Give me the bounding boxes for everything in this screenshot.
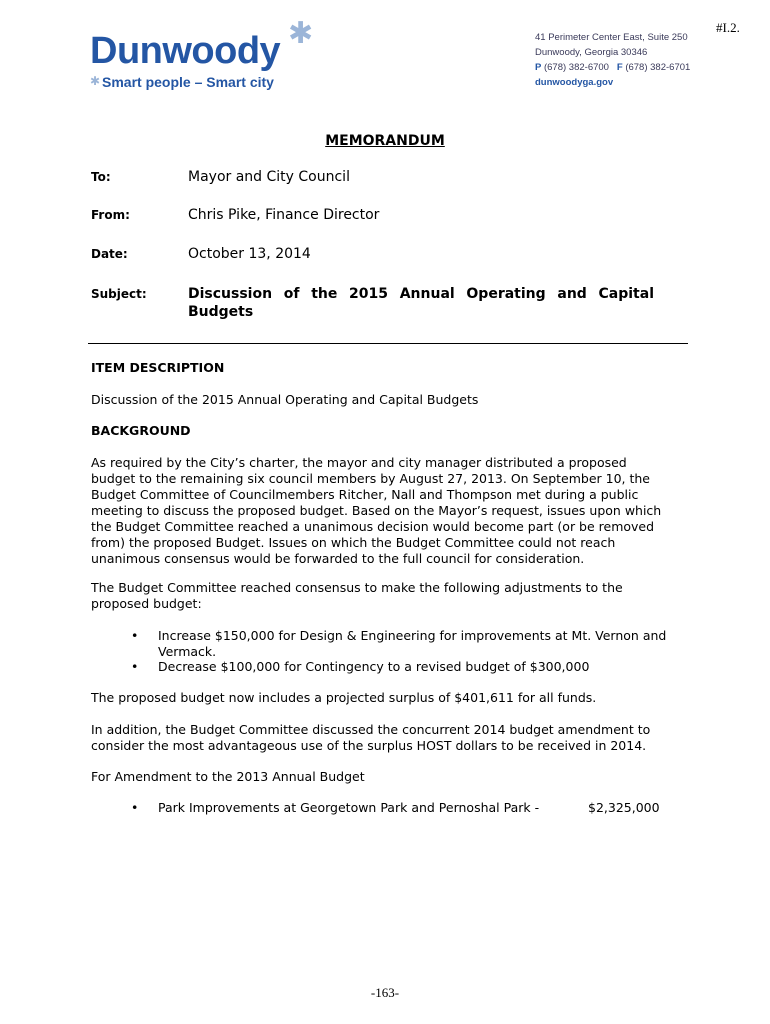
paragraph-line: budget to the remaining six council members by August 27, 2013. On September 10, the [91, 471, 650, 486]
adjustment-line: Vermack. [158, 644, 217, 659]
adjustment-item: Decrease $100,000 for Contingency to a revised budget of $300,000 [158, 659, 590, 674]
website-link[interactable]: dunwoodyga.gov [535, 77, 614, 88]
amendment-amount: $2,325,000 [588, 800, 660, 815]
date-label: Date: [91, 247, 128, 261]
phone-number: (678) 382-6700 [543, 62, 609, 73]
consensus-paragraph [91, 580, 691, 612]
item-description-text: Discussion of the 2015 Annual Operating and Capital Budgets [91, 392, 479, 407]
memo-title: MEMORANDUM [325, 133, 445, 149]
item-description-heading: ITEM DESCRIPTION [91, 360, 225, 375]
city-address-block [535, 30, 690, 90]
asterisk-icon: ✱ [288, 16, 314, 51]
address-line-2: Dunwoody, Georgia 30346 [535, 47, 648, 58]
paragraph-line: In addition, the Budget Committee discussed the concurrent 2014 budget amendment to [91, 722, 651, 737]
from-label: From: [91, 208, 130, 222]
amendment-item: Park Improvements at Georgetown Park and Pernoshal Park - [158, 800, 540, 815]
paragraph-line: meeting to discuss the proposed budget. Based on the Mayor’s request, issues upon which [91, 503, 662, 518]
fax-label: F [616, 62, 623, 73]
bullet-icon: • [131, 659, 139, 674]
background-paragraph [91, 455, 691, 567]
adjustment-line: Increase $150,000 for Design & Engineering for improvements at Mt. Vernon and [158, 628, 667, 643]
paragraph-line: from) the proposed Budget. Issues on which the Budget Committee could not reach [91, 535, 616, 550]
surplus-paragraph: The proposed budget now includes a projected surplus of $401,611 for all funds. [91, 690, 597, 705]
phone-fax-line [535, 60, 690, 75]
dunwoody-logo [90, 16, 330, 95]
page-number: -163- [370, 985, 400, 1000]
adjustment-item [158, 628, 688, 660]
address-line-1: 41 Perimeter Center East, Suite 250 [535, 32, 688, 43]
asterisk-small-icon: ✱ [90, 74, 101, 88]
background-heading: BACKGROUND [91, 423, 191, 438]
from-value: Chris Pike, Finance Director [188, 207, 380, 223]
paragraph-line: the Budget Committee reached a unanimous decision would become part (or be removed [91, 519, 655, 534]
paragraph-line: As required by the City’s charter, the mayor and city manager distributed a proposed [91, 455, 627, 470]
header-divider [88, 343, 688, 344]
logo-tagline: Smart people – Smart city [102, 74, 274, 90]
logo-name: Dunwoody [90, 30, 281, 72]
subject-value: Discussion of the 2015 Annual Operating and Capital Budgets [188, 286, 654, 320]
bullet-icon: • [131, 800, 139, 815]
fax-number: (678) 382-6701 [625, 62, 691, 73]
page-label: #I.2. [716, 20, 740, 35]
subject-label: Subject: [91, 287, 147, 301]
date-value: October 13, 2014 [188, 246, 311, 262]
paragraph-line: unanimous consensus would be forwarded to the full council for consideration. [91, 551, 585, 566]
to-label: To: [91, 170, 111, 184]
host-paragraph [91, 722, 691, 754]
paragraph-line: Budget Committee of Councilmembers Ritcher, Nall and Thompson met during a public [91, 487, 639, 502]
bullet-icon: • [131, 628, 139, 643]
paragraph-line: proposed budget: [91, 596, 202, 611]
paragraph-line: The Budget Committee reached consensus to make the following adjustments to the [91, 580, 623, 595]
paragraph-line: consider the most advantageous use of the surplus HOST dollars to be received in 2014. [91, 738, 647, 753]
amendment-heading: For Amendment to the 2013 Annual Budget [91, 769, 365, 784]
phone-label: P [535, 62, 542, 73]
to-value: Mayor and City Council [188, 169, 350, 185]
